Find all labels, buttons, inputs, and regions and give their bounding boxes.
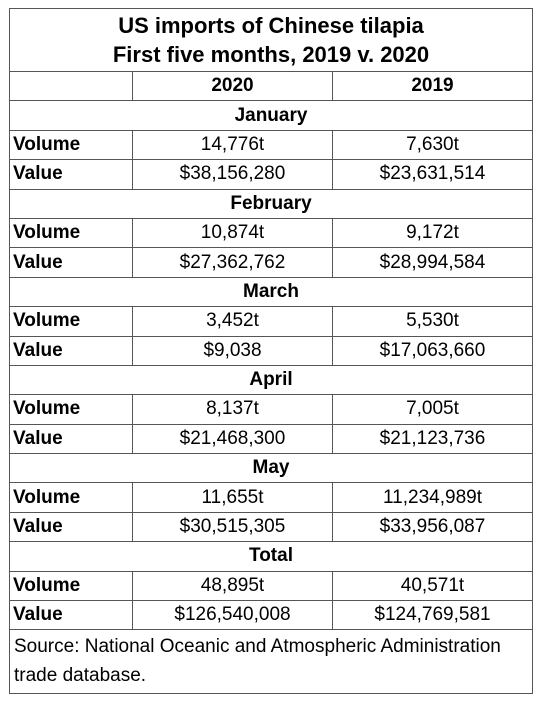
table-row [10,218,533,247]
cell-2020: $21,468,300 [133,424,333,453]
tilapia-imports-table-container [9,8,532,694]
title-line-2: First five months, 2019 v. 2020 [112,42,430,67]
column-header-2020: 2020 [133,72,333,101]
section-header-march [10,277,533,306]
title-line-1: US imports of Chinese tilapia [118,13,424,38]
table-row [10,395,533,424]
table-row [10,248,533,277]
table-row [10,336,533,365]
section-title-may: May [10,454,533,483]
section-header-january [10,101,533,130]
cell-2019: $33,956,087 [333,512,533,541]
source-row [10,630,533,694]
column-header-blank [10,72,133,101]
cell-2019: $21,123,736 [333,424,533,453]
cell-2019: $28,994,584 [333,248,533,277]
cell-2019: 5,530t [333,307,533,336]
cell-2019: 9,172t [333,218,533,247]
cell-2019: 7,005t [333,395,533,424]
cell-2020: $9,038 [133,336,333,365]
cell-2020: $38,156,280 [133,160,333,189]
row-label: Volume [10,307,133,336]
row-label: Volume [10,395,133,424]
cell-2020: 11,655t [133,483,333,512]
row-label: Volume [10,571,133,600]
section-title-april: April [10,365,533,394]
cell-2020: 14,776t [133,130,333,159]
section-header-total [10,542,533,571]
cell-2019: $23,631,514 [333,160,533,189]
row-label: Value [10,336,133,365]
cell-2020: $27,362,762 [133,248,333,277]
cell-2019: $17,063,660 [333,336,533,365]
section-header-may [10,454,533,483]
cell-2019: $124,769,581 [333,601,533,630]
cell-2020: $30,515,305 [133,512,333,541]
source-note: Source: National Oceanic and Atmospheric Administration trade database. [10,630,533,694]
cell-2020: 8,137t [133,395,333,424]
table-title [10,9,533,72]
cell-2019: 11,234,989t [333,483,533,512]
cell-2020: $126,540,008 [133,601,333,630]
row-label: Value [10,424,133,453]
tilapia-imports-table [9,8,533,694]
row-label: Value [10,601,133,630]
row-label: Value [10,160,133,189]
table-row [10,601,533,630]
section-title-january: January [10,101,533,130]
section-title-march: March [10,277,533,306]
row-label: Volume [10,218,133,247]
section-title-february: February [10,189,533,218]
cell-2020: 10,874t [133,218,333,247]
cell-2019: 40,571t [333,571,533,600]
table-row [10,571,533,600]
row-label: Volume [10,483,133,512]
cell-2020: 3,452t [133,307,333,336]
row-label: Value [10,248,133,277]
table-row [10,424,533,453]
table-row [10,512,533,541]
title-row [10,9,533,72]
cell-2019: 7,630t [333,130,533,159]
column-header-2019: 2019 [333,72,533,101]
table-row [10,307,533,336]
row-label: Volume [10,130,133,159]
table-row [10,160,533,189]
table-row [10,130,533,159]
section-header-february [10,189,533,218]
cell-2020: 48,895t [133,571,333,600]
column-header-row [10,72,533,101]
table-row [10,483,533,512]
section-header-april [10,365,533,394]
section-title-total: Total [10,542,533,571]
row-label: Value [10,512,133,541]
